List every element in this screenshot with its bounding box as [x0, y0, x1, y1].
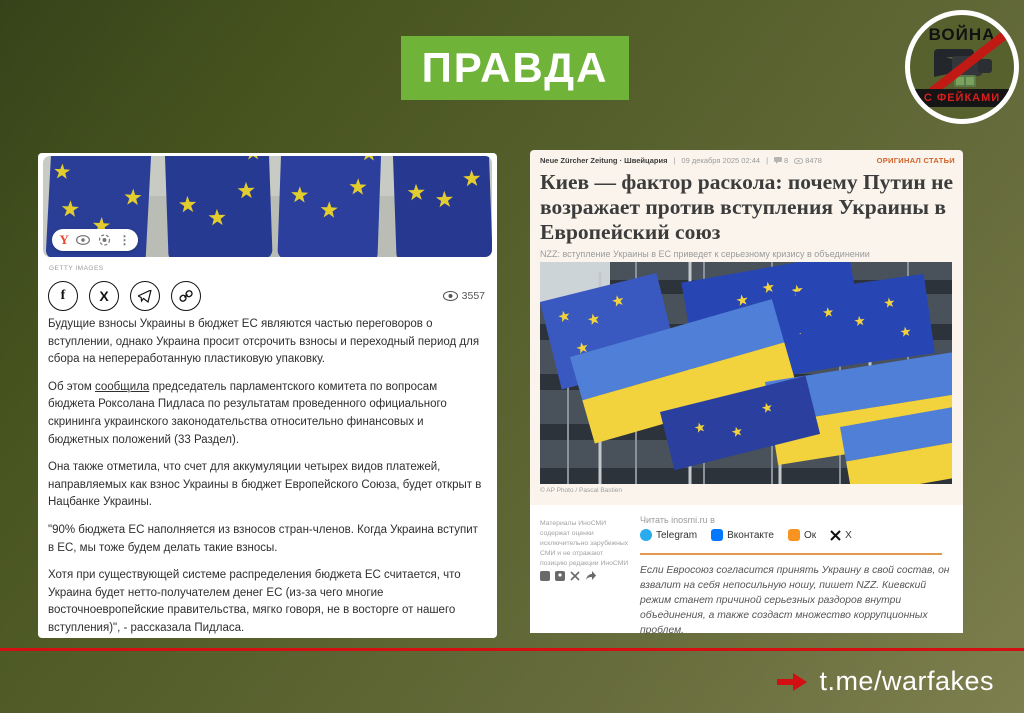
- link-icon[interactable]: [171, 281, 201, 311]
- eye-icon[interactable]: [76, 235, 90, 245]
- truth-banner: [401, 36, 629, 100]
- ok-icon[interactable]: [555, 571, 565, 581]
- right-article-card: [530, 150, 963, 636]
- source-name[interactable]: Neue Zürcher Zeitung · Швейцария: [540, 156, 668, 165]
- paragraph: Будущие взносы Украины в бюджет ЕС являются частью переговоров о вступлении, однако Украина просит отсрочить взносы и переходный период для сбора на непереработанную пластиковую упаковку.: [48, 318, 480, 366]
- x-link[interactable]: X: [830, 530, 852, 541]
- views-counter: 8478: [794, 156, 822, 165]
- x-icon[interactable]: X: [89, 281, 119, 311]
- left-article-card: [38, 153, 497, 638]
- paragraph: Хотя при существующей системе распределения бюджета ЕС считается, что Украина будет нетто-получателем денег ЕС (из-за чего многие восточноевропейские правительства, мягко говоря, не в восторге от нашего вступления)", - рассказала Пидласа.: [48, 569, 461, 634]
- views-value: 3557: [461, 290, 485, 302]
- comment-icon: [774, 157, 782, 164]
- paragraph: Об этом сообщила председатель парламентского комитета по вопросам бюджета Роксолана Пидласа по результатам проведенного официального скрининга украинского законодательства относительно финансовых и бюджетных положений (33 Раздел).: [48, 380, 447, 446]
- article-subtitle: NZZ: вступление Украины в ЕС приведет к серьезному кризису в объединении: [540, 249, 870, 259]
- vk-icon: [711, 529, 723, 541]
- channel-url[interactable]: t.me/warfakes: [819, 666, 994, 696]
- footer-channel[interactable]: [777, 666, 994, 697]
- vk-icon[interactable]: [540, 571, 550, 581]
- telegram-link[interactable]: Telegram: [640, 529, 697, 541]
- photo-credit: © AP Photo / Pascal Bastien: [540, 487, 622, 494]
- x-icon[interactable]: [570, 571, 580, 581]
- x-icon: [830, 530, 841, 541]
- yandex-icon[interactable]: Y: [59, 232, 69, 247]
- logo-subtitle: С ФЕЙКАМИ: [923, 92, 1001, 104]
- article-body: [48, 316, 484, 648]
- views-counter: [443, 290, 485, 302]
- paragraph: Она также отметила, что счет для аккумуляции четырех видов платежей, направляемых как взнос Украины в бюджет Европейского Союза, будет открыт в Нацбанке Украины.: [48, 461, 482, 509]
- eye-icon: [794, 158, 803, 164]
- right-arrow-icon: [777, 673, 807, 691]
- summary-quote: Если Евросоюз согласится принять Украину в свой состав, он взвалит на себя непосильную ношу, пишет NZZ. Киевский режим станет причиной серьезных раздоров внутри объединения, а также создаст множество коррупционных проблем.: [640, 565, 950, 636]
- channel-logo: [905, 10, 1019, 124]
- comments-counter[interactable]: 8: [774, 156, 788, 165]
- paragraph: "90% бюджета ЕС наполняется из взносов стран-членов. Когда Украина вступит в ЕС, мы тоже будем делать такие взносы.: [48, 523, 478, 554]
- vk-link[interactable]: Вконтакте: [711, 529, 774, 541]
- original-article-link[interactable]: ОРИГИНАЛ СТАТЬИ: [876, 156, 955, 165]
- telegram-icon[interactable]: [130, 281, 160, 311]
- share-arrow-icon[interactable]: [585, 571, 597, 581]
- facebook-icon[interactable]: f: [48, 281, 78, 311]
- image-credit: GETTY IMAGES: [49, 265, 104, 272]
- disclaimer-share-icons: [540, 571, 597, 581]
- publish-date: 09 декабря 2025 02:44: [681, 156, 761, 165]
- truth-banner-label: ПРАВДА: [421, 44, 609, 91]
- eye-icon: [443, 291, 458, 301]
- article-meta-row: Neue Zürcher Zeitung · Швейцария | 09 декабря 2025 02:44 | 8 8478 ОРИГИНАЛ СТАТЬИ: [540, 156, 955, 165]
- read-on-label: Читать inosmi.ru в: [640, 515, 715, 525]
- inosmi-disclaimer: Материалы ИноСМИ содержат оценки исключительно зарубежных СМИ и не отражают позицию редакции ИноСМИ: [540, 520, 629, 567]
- eu-ukraine-flags-photo: [540, 262, 952, 484]
- more-dots-icon[interactable]: ⋮: [118, 233, 131, 247]
- image-search-icon[interactable]: [98, 234, 111, 246]
- orange-divider: [640, 553, 942, 555]
- article-headline: Киев — фактор раскола: почему Путин не возражает против вступления Украины в Европейский союз: [540, 170, 954, 244]
- article-footer-section: [530, 505, 963, 636]
- logo-title: ВОЙНА: [928, 25, 996, 44]
- image-overlay-toolbar[interactable]: [52, 229, 138, 251]
- share-row: [48, 279, 485, 313]
- social-links-row: [640, 529, 852, 541]
- inline-link[interactable]: сообщила: [94, 380, 150, 393]
- ok-link[interactable]: Ок: [788, 529, 816, 541]
- ok-icon: [788, 529, 800, 541]
- logo-subtitle-strip: [910, 89, 1014, 107]
- red-divider-line: [0, 648, 1024, 651]
- telegram-icon: [640, 529, 652, 541]
